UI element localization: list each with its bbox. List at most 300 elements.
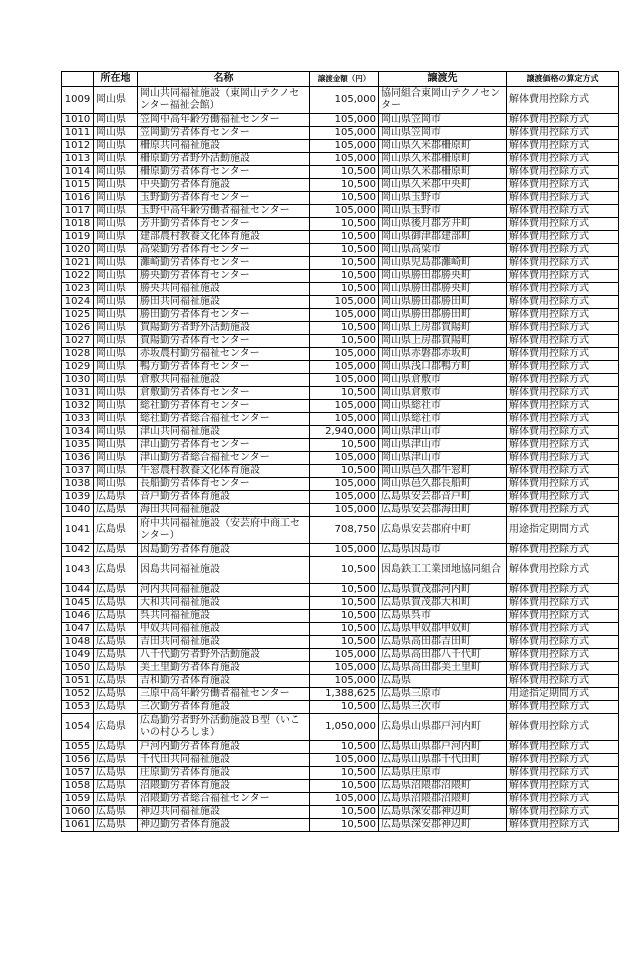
row-method: 解体費用控除方式 bbox=[507, 413, 619, 426]
row-location: 広島県 bbox=[94, 793, 138, 806]
row-location: 広島県 bbox=[94, 806, 138, 819]
row-amount: 10,500 bbox=[310, 767, 379, 780]
row-facility-name: 甲奴共同福祉施設 bbox=[138, 623, 310, 636]
row-transferee: 広島県高田郡吉田町 bbox=[379, 636, 507, 649]
row-method: 解体費用控除方式 bbox=[507, 127, 619, 140]
row-amount: 105,000 bbox=[310, 662, 379, 675]
row-transferee: 岡山県浅口郡鴨方町 bbox=[379, 361, 507, 374]
row-number: 1019 bbox=[62, 231, 94, 244]
row-facility-name: 勝田共同福祉施設 bbox=[138, 296, 310, 309]
row-location: 岡山県 bbox=[94, 205, 138, 218]
row-facility-name: 八千代勤労者野外活動施設 bbox=[138, 649, 310, 662]
row-number: 1042 bbox=[62, 544, 94, 557]
row-method: 解体費用控除方式 bbox=[507, 244, 619, 257]
row-transferee: 岡山県上房郡賀陽町 bbox=[379, 322, 507, 335]
row-method: 解体費用控除方式 bbox=[507, 636, 619, 649]
row-method: 解体費用控除方式 bbox=[507, 166, 619, 179]
row-location: 広島県 bbox=[94, 741, 138, 754]
row-transferee: 岡山県玉野市 bbox=[379, 192, 507, 205]
row-number: 1032 bbox=[62, 400, 94, 413]
row-number: 1038 bbox=[62, 478, 94, 491]
row-transferee: 岡山県御津郡建部町 bbox=[379, 231, 507, 244]
row-facility-name: 吉田共同福祉施設 bbox=[138, 636, 310, 649]
row-facility-name: 玉野中高年齢労働者福祉センター bbox=[138, 205, 310, 218]
row-number: 1036 bbox=[62, 452, 94, 465]
row-facility-name: 灘崎勤労者体育センター bbox=[138, 257, 310, 270]
row-amount: 105,000 bbox=[310, 491, 379, 504]
row-location: 岡山県 bbox=[94, 309, 138, 322]
table-row bbox=[62, 767, 619, 780]
row-number: 1026 bbox=[62, 322, 94, 335]
row-location: 岡山県 bbox=[94, 166, 138, 179]
row-transferee: 広島県山県郡戸河内町 bbox=[379, 741, 507, 754]
row-location: 岡山県 bbox=[94, 478, 138, 491]
row-amount: 105,000 bbox=[310, 793, 379, 806]
row-number: 1053 bbox=[62, 701, 94, 714]
row-transferee: 広島県呉市 bbox=[379, 610, 507, 623]
row-transferee: 広島県山県郡千代田町 bbox=[379, 754, 507, 767]
table-row bbox=[62, 688, 619, 701]
row-number: 1057 bbox=[62, 767, 94, 780]
row-amount: 105,000 bbox=[310, 87, 379, 114]
row-amount: 10,500 bbox=[310, 322, 379, 335]
table-row bbox=[62, 662, 619, 675]
row-transferee: 岡山県倉敷市 bbox=[379, 374, 507, 387]
table-row bbox=[62, 714, 619, 741]
row-location: 広島県 bbox=[94, 584, 138, 597]
row-facility-name: 建部農村教養文化体育施設 bbox=[138, 231, 310, 244]
row-transferee: 岡山県津山市 bbox=[379, 426, 507, 439]
row-method: 解体費用控除方式 bbox=[507, 179, 619, 192]
row-facility-name: 柵原勤労者野外活動施設 bbox=[138, 153, 310, 166]
row-number: 1048 bbox=[62, 636, 94, 649]
table-row bbox=[62, 597, 619, 610]
row-facility-name: 三次勤労者体育施設 bbox=[138, 701, 310, 714]
row-location: 広島県 bbox=[94, 597, 138, 610]
table-row bbox=[62, 806, 619, 819]
row-method: 解体費用控除方式 bbox=[507, 675, 619, 688]
row-transferee: 岡山県久米郡柵原町 bbox=[379, 153, 507, 166]
row-method: 解体費用控除方式 bbox=[507, 819, 619, 832]
row-location: 広島県 bbox=[94, 662, 138, 675]
table-row bbox=[62, 439, 619, 452]
row-facility-name: 牛窓農村教養文化体育施設 bbox=[138, 465, 310, 478]
row-number: 1009 bbox=[62, 87, 94, 114]
row-method: 解体費用控除方式 bbox=[507, 465, 619, 478]
row-transferee: 岡山県高梁市 bbox=[379, 244, 507, 257]
row-location: 広島県 bbox=[94, 491, 138, 504]
row-location: 広島県 bbox=[94, 557, 138, 584]
header-location: 所在地 bbox=[94, 72, 138, 87]
row-facility-name: 玉野勤労者体育センター bbox=[138, 192, 310, 205]
row-amount: 105,000 bbox=[310, 754, 379, 767]
row-location: 岡山県 bbox=[94, 322, 138, 335]
row-facility-name: 府中共同福祉施設（安芸府中商工センター） bbox=[138, 517, 310, 544]
row-method: 解体費用控除方式 bbox=[507, 597, 619, 610]
row-amount: 10,500 bbox=[310, 218, 379, 231]
row-facility-name: 笠岡中高年齢労働福祉センター bbox=[138, 114, 310, 127]
table-row bbox=[62, 426, 619, 439]
row-transferee: 岡山県津山市 bbox=[379, 452, 507, 465]
table-row bbox=[62, 87, 619, 114]
row-transferee: 広島県賀茂郡大和町 bbox=[379, 597, 507, 610]
row-amount: 10,500 bbox=[310, 741, 379, 754]
row-number: 1058 bbox=[62, 780, 94, 793]
row-facility-name: 美土里勤労者体育施設 bbox=[138, 662, 310, 675]
row-amount: 105,000 bbox=[310, 413, 379, 426]
table-row bbox=[62, 741, 619, 754]
row-facility-name: 長船勤労者体育センター bbox=[138, 478, 310, 491]
table-row bbox=[62, 179, 619, 192]
header-amount: 譲渡金額（円） bbox=[310, 72, 379, 87]
header-method: 譲渡価格の算定方式 bbox=[507, 72, 619, 87]
row-method: 解体費用控除方式 bbox=[507, 322, 619, 335]
table-row bbox=[62, 413, 619, 426]
row-location: 岡山県 bbox=[94, 87, 138, 114]
row-transferee: 広島県三原市 bbox=[379, 688, 507, 701]
table-row bbox=[62, 244, 619, 257]
table-row bbox=[62, 361, 619, 374]
table-row bbox=[62, 610, 619, 623]
row-amount: 105,000 bbox=[310, 400, 379, 413]
row-transferee: 岡山県倉敷市 bbox=[379, 387, 507, 400]
row-transferee: 広島県庄原市 bbox=[379, 767, 507, 780]
row-transferee: 岡山県久米郡柵原町 bbox=[379, 166, 507, 179]
row-location: 広島県 bbox=[94, 701, 138, 714]
row-facility-name: 総社勤労者総合福祉センター bbox=[138, 413, 310, 426]
row-facility-name: 総社勤労者体育センター bbox=[138, 400, 310, 413]
row-facility-name: 倉敷共同福祉施設 bbox=[138, 374, 310, 387]
row-method: 解体費用控除方式 bbox=[507, 649, 619, 662]
row-facility-name: 鴨方勤労者体育センター bbox=[138, 361, 310, 374]
row-number: 1045 bbox=[62, 597, 94, 610]
row-facility-name: 賀陽勤労者野外活動施設 bbox=[138, 322, 310, 335]
row-method: 解体費用控除方式 bbox=[507, 426, 619, 439]
row-location: 岡山県 bbox=[94, 114, 138, 127]
row-transferee: 岡山県笠岡市 bbox=[379, 127, 507, 140]
row-location: 岡山県 bbox=[94, 192, 138, 205]
row-location: 広島県 bbox=[94, 623, 138, 636]
row-amount: 105,000 bbox=[310, 478, 379, 491]
table-row bbox=[62, 557, 619, 584]
row-facility-name: 柵原勤労者体育センター bbox=[138, 166, 310, 179]
row-facility-name: 津山共同福祉施設 bbox=[138, 426, 310, 439]
table-row bbox=[62, 517, 619, 544]
row-facility-name: 笠岡勤労者体育センター bbox=[138, 127, 310, 140]
row-method: 解体費用控除方式 bbox=[507, 270, 619, 283]
row-number: 1024 bbox=[62, 296, 94, 309]
row-facility-name: 呉共同福祉施設 bbox=[138, 610, 310, 623]
row-location: 岡山県 bbox=[94, 387, 138, 400]
row-facility-name: 芳井勤労者体育センター bbox=[138, 218, 310, 231]
table-row bbox=[62, 544, 619, 557]
row-method: 解体費用控除方式 bbox=[507, 793, 619, 806]
table-row bbox=[62, 374, 619, 387]
row-method: 解体費用控除方式 bbox=[507, 114, 619, 127]
row-amount: 10,500 bbox=[310, 192, 379, 205]
row-amount: 10,500 bbox=[310, 819, 379, 832]
row-facility-name: 勝田勤労者体育センター bbox=[138, 309, 310, 322]
row-method: 解体費用控除方式 bbox=[507, 504, 619, 517]
row-location: 岡山県 bbox=[94, 257, 138, 270]
row-amount: 10,500 bbox=[310, 557, 379, 584]
row-number: 1012 bbox=[62, 140, 94, 153]
row-number: 1044 bbox=[62, 584, 94, 597]
row-location: 岡山県 bbox=[94, 465, 138, 478]
row-number: 1047 bbox=[62, 623, 94, 636]
row-amount: 105,000 bbox=[310, 675, 379, 688]
row-transferee: 広島県甲奴郡甲奴町 bbox=[379, 623, 507, 636]
row-number: 1039 bbox=[62, 491, 94, 504]
row-transferee: 広島県高田郡美土里町 bbox=[379, 662, 507, 675]
row-number: 1011 bbox=[62, 127, 94, 140]
table-row bbox=[62, 649, 619, 662]
row-method: 解体費用控除方式 bbox=[507, 192, 619, 205]
row-amount: 105,000 bbox=[310, 452, 379, 465]
row-amount: 10,500 bbox=[310, 270, 379, 283]
row-method: 解体費用控除方式 bbox=[507, 452, 619, 465]
row-method: 解体費用控除方式 bbox=[507, 780, 619, 793]
header-no bbox=[62, 72, 94, 87]
row-facility-name: 賀陽勤労者体育センター bbox=[138, 335, 310, 348]
row-location: 岡山県 bbox=[94, 426, 138, 439]
row-amount: 10,500 bbox=[310, 283, 379, 296]
row-location: 広島県 bbox=[94, 517, 138, 544]
row-amount: 105,000 bbox=[310, 348, 379, 361]
row-number: 1046 bbox=[62, 610, 94, 623]
row-location: 岡山県 bbox=[94, 231, 138, 244]
row-facility-name: 戸河内勤労者体育施設 bbox=[138, 741, 310, 754]
row-number: 1033 bbox=[62, 413, 94, 426]
row-transferee: 岡山県児島郡灘崎町 bbox=[379, 257, 507, 270]
table-row bbox=[62, 153, 619, 166]
table-row bbox=[62, 322, 619, 335]
row-method: 解体費用控除方式 bbox=[507, 140, 619, 153]
row-transferee: 広島県賀茂郡河内町 bbox=[379, 584, 507, 597]
table-row bbox=[62, 478, 619, 491]
row-number: 1051 bbox=[62, 675, 94, 688]
table-row bbox=[62, 348, 619, 361]
row-amount: 105,000 bbox=[310, 374, 379, 387]
row-transferee: 岡山県津山市 bbox=[379, 439, 507, 452]
row-transferee: 岡山県久米郡柵原町 bbox=[379, 140, 507, 153]
row-transferee: 岡山県後月郡芳井町 bbox=[379, 218, 507, 231]
row-number: 1020 bbox=[62, 244, 94, 257]
row-amount: 1,050,000 bbox=[310, 714, 379, 741]
row-transferee: 岡山県赤磐郡赤坂町 bbox=[379, 348, 507, 361]
row-number: 1023 bbox=[62, 283, 94, 296]
table-row bbox=[62, 114, 619, 127]
row-amount: 10,500 bbox=[310, 257, 379, 270]
row-method: 解体費用控除方式 bbox=[507, 584, 619, 597]
row-location: 広島県 bbox=[94, 754, 138, 767]
row-number: 1021 bbox=[62, 257, 94, 270]
row-method: 解体費用控除方式 bbox=[507, 806, 619, 819]
row-transferee: 広島県山県郡戸河内町 bbox=[379, 714, 507, 741]
row-number: 1030 bbox=[62, 374, 94, 387]
header-name: 名称 bbox=[138, 72, 310, 87]
row-method: 解体費用控除方式 bbox=[507, 87, 619, 114]
row-number: 1035 bbox=[62, 439, 94, 452]
row-method: 解体費用控除方式 bbox=[507, 283, 619, 296]
row-amount: 105,000 bbox=[310, 153, 379, 166]
row-amount: 708,750 bbox=[310, 517, 379, 544]
row-location: 岡山県 bbox=[94, 127, 138, 140]
row-transferee: 岡山県勝田郡勝田町 bbox=[379, 309, 507, 322]
row-amount: 105,000 bbox=[310, 114, 379, 127]
row-location: 広島県 bbox=[94, 767, 138, 780]
table-row bbox=[62, 636, 619, 649]
row-amount: 10,500 bbox=[310, 179, 379, 192]
row-transferee: 岡山県久米郡中央町 bbox=[379, 179, 507, 192]
row-facility-name: 庄原勤労者体育施設 bbox=[138, 767, 310, 780]
row-facility-name: 因島共同福祉施設 bbox=[138, 557, 310, 584]
row-number: 1055 bbox=[62, 741, 94, 754]
row-method: 用途指定期間方式 bbox=[507, 688, 619, 701]
row-amount: 105,000 bbox=[310, 205, 379, 218]
row-method: 解体費用控除方式 bbox=[507, 218, 619, 231]
row-facility-name: 勝央共同福祉施設 bbox=[138, 283, 310, 296]
row-amount: 10,500 bbox=[310, 166, 379, 179]
row-method: 解体費用控除方式 bbox=[507, 348, 619, 361]
table-row bbox=[62, 780, 619, 793]
row-facility-name: 高梁勤労者体育センター bbox=[138, 244, 310, 257]
row-facility-name: 沼隈勤労者総合福祉センター bbox=[138, 793, 310, 806]
row-transferee: 岡山県勝田郡勝央町 bbox=[379, 270, 507, 283]
row-amount: 10,500 bbox=[310, 701, 379, 714]
row-location: 広島県 bbox=[94, 636, 138, 649]
row-location: 岡山県 bbox=[94, 335, 138, 348]
row-amount: 10,500 bbox=[310, 465, 379, 478]
row-amount: 10,500 bbox=[310, 623, 379, 636]
row-amount: 10,500 bbox=[310, 244, 379, 257]
row-location: 岡山県 bbox=[94, 140, 138, 153]
row-amount: 10,500 bbox=[310, 597, 379, 610]
row-location: 岡山県 bbox=[94, 348, 138, 361]
row-number: 1054 bbox=[62, 714, 94, 741]
row-location: 岡山県 bbox=[94, 296, 138, 309]
table-row bbox=[62, 231, 619, 244]
row-method: 解体費用控除方式 bbox=[507, 714, 619, 741]
row-number: 1016 bbox=[62, 192, 94, 205]
row-method: 解体費用控除方式 bbox=[507, 662, 619, 675]
row-transferee: 岡山県玉野市 bbox=[379, 205, 507, 218]
row-number: 1052 bbox=[62, 688, 94, 701]
row-method: 用途指定期間方式 bbox=[507, 517, 619, 544]
row-facility-name: 千代田共同福祉施設 bbox=[138, 754, 310, 767]
row-transferee: 因島鉄工工業団地協同組合 bbox=[379, 557, 507, 584]
table-row bbox=[62, 584, 619, 597]
table-row bbox=[62, 218, 619, 231]
row-location: 広島県 bbox=[94, 504, 138, 517]
row-method: 解体費用控除方式 bbox=[507, 205, 619, 218]
table-row bbox=[62, 140, 619, 153]
row-transferee: 広島県沼隈郡沼隈町 bbox=[379, 793, 507, 806]
row-amount: 2,940,000 bbox=[310, 426, 379, 439]
row-number: 1060 bbox=[62, 806, 94, 819]
table-row bbox=[62, 387, 619, 400]
row-facility-name: 因島勤労者体育施設 bbox=[138, 544, 310, 557]
table-row bbox=[62, 283, 619, 296]
row-method: 解体費用控除方式 bbox=[507, 153, 619, 166]
header-transferee: 譲渡先 bbox=[379, 72, 507, 87]
row-transferee: 岡山県総社市 bbox=[379, 400, 507, 413]
row-number: 1017 bbox=[62, 205, 94, 218]
row-amount: 10,500 bbox=[310, 584, 379, 597]
row-facility-name: 吉和勤労者体育施設 bbox=[138, 675, 310, 688]
row-method: 解体費用控除方式 bbox=[507, 741, 619, 754]
row-facility-name: 赤坂農村勤労福祉センター bbox=[138, 348, 310, 361]
row-location: 岡山県 bbox=[94, 452, 138, 465]
row-number: 1013 bbox=[62, 153, 94, 166]
table-row bbox=[62, 675, 619, 688]
row-transferee: 岡山県総社市 bbox=[379, 413, 507, 426]
row-location: 広島県 bbox=[94, 819, 138, 832]
table-row bbox=[62, 335, 619, 348]
row-number: 1029 bbox=[62, 361, 94, 374]
row-amount: 10,500 bbox=[310, 231, 379, 244]
row-facility-name: 大和共同福祉施設 bbox=[138, 597, 310, 610]
row-location: 岡山県 bbox=[94, 413, 138, 426]
row-transferee: 広島県深安郡神辺町 bbox=[379, 806, 507, 819]
row-method: 解体費用控除方式 bbox=[507, 361, 619, 374]
row-facility-name: 沼隈勤労者体育施設 bbox=[138, 780, 310, 793]
row-facility-name: 中央勤労者体育施設 bbox=[138, 179, 310, 192]
row-method: 解体費用控除方式 bbox=[507, 374, 619, 387]
row-location: 岡山県 bbox=[94, 374, 138, 387]
row-method: 解体費用控除方式 bbox=[507, 623, 619, 636]
row-location: 岡山県 bbox=[94, 153, 138, 166]
row-method: 解体費用控除方式 bbox=[507, 754, 619, 767]
row-number: 1043 bbox=[62, 557, 94, 584]
row-transferee: 岡山県上房郡賀陽町 bbox=[379, 335, 507, 348]
row-facility-name: 広島勤労者野外活動施設Ｂ型（いこいの村ひろしま） bbox=[138, 714, 310, 741]
row-number: 1056 bbox=[62, 754, 94, 767]
row-location: 岡山県 bbox=[94, 283, 138, 296]
row-method: 解体費用控除方式 bbox=[507, 491, 619, 504]
row-amount: 10,500 bbox=[310, 610, 379, 623]
row-location: 広島県 bbox=[94, 675, 138, 688]
table-row bbox=[62, 793, 619, 806]
row-method: 解体費用控除方式 bbox=[507, 309, 619, 322]
row-number: 1010 bbox=[62, 114, 94, 127]
row-transferee: 岡山県邑久郡長船町 bbox=[379, 478, 507, 491]
row-transferee: 協同組合東岡山テクノセンター bbox=[379, 87, 507, 114]
row-number: 1034 bbox=[62, 426, 94, 439]
row-transferee: 広島県深安郡神辺町 bbox=[379, 819, 507, 832]
table-row bbox=[62, 701, 619, 714]
row-transferee: 広島県安芸郡府中町 bbox=[379, 517, 507, 544]
row-transferee: 広島県三次市 bbox=[379, 701, 507, 714]
table-row bbox=[62, 452, 619, 465]
row-amount: 1,388,625 bbox=[310, 688, 379, 701]
table-row bbox=[62, 296, 619, 309]
table-row bbox=[62, 491, 619, 504]
row-method: 解体費用控除方式 bbox=[507, 610, 619, 623]
row-facility-name: 神辺勤労者体育施設 bbox=[138, 819, 310, 832]
row-number: 1028 bbox=[62, 348, 94, 361]
table-row bbox=[62, 754, 619, 767]
row-location: 岡山県 bbox=[94, 244, 138, 257]
row-method: 解体費用控除方式 bbox=[507, 231, 619, 244]
row-transferee: 岡山県邑久郡牛窓町 bbox=[379, 465, 507, 478]
row-amount: 10,500 bbox=[310, 335, 379, 348]
row-amount: 105,000 bbox=[310, 649, 379, 662]
row-location: 広島県 bbox=[94, 688, 138, 701]
table-row bbox=[62, 465, 619, 478]
row-number: 1040 bbox=[62, 504, 94, 517]
table-row bbox=[62, 623, 619, 636]
